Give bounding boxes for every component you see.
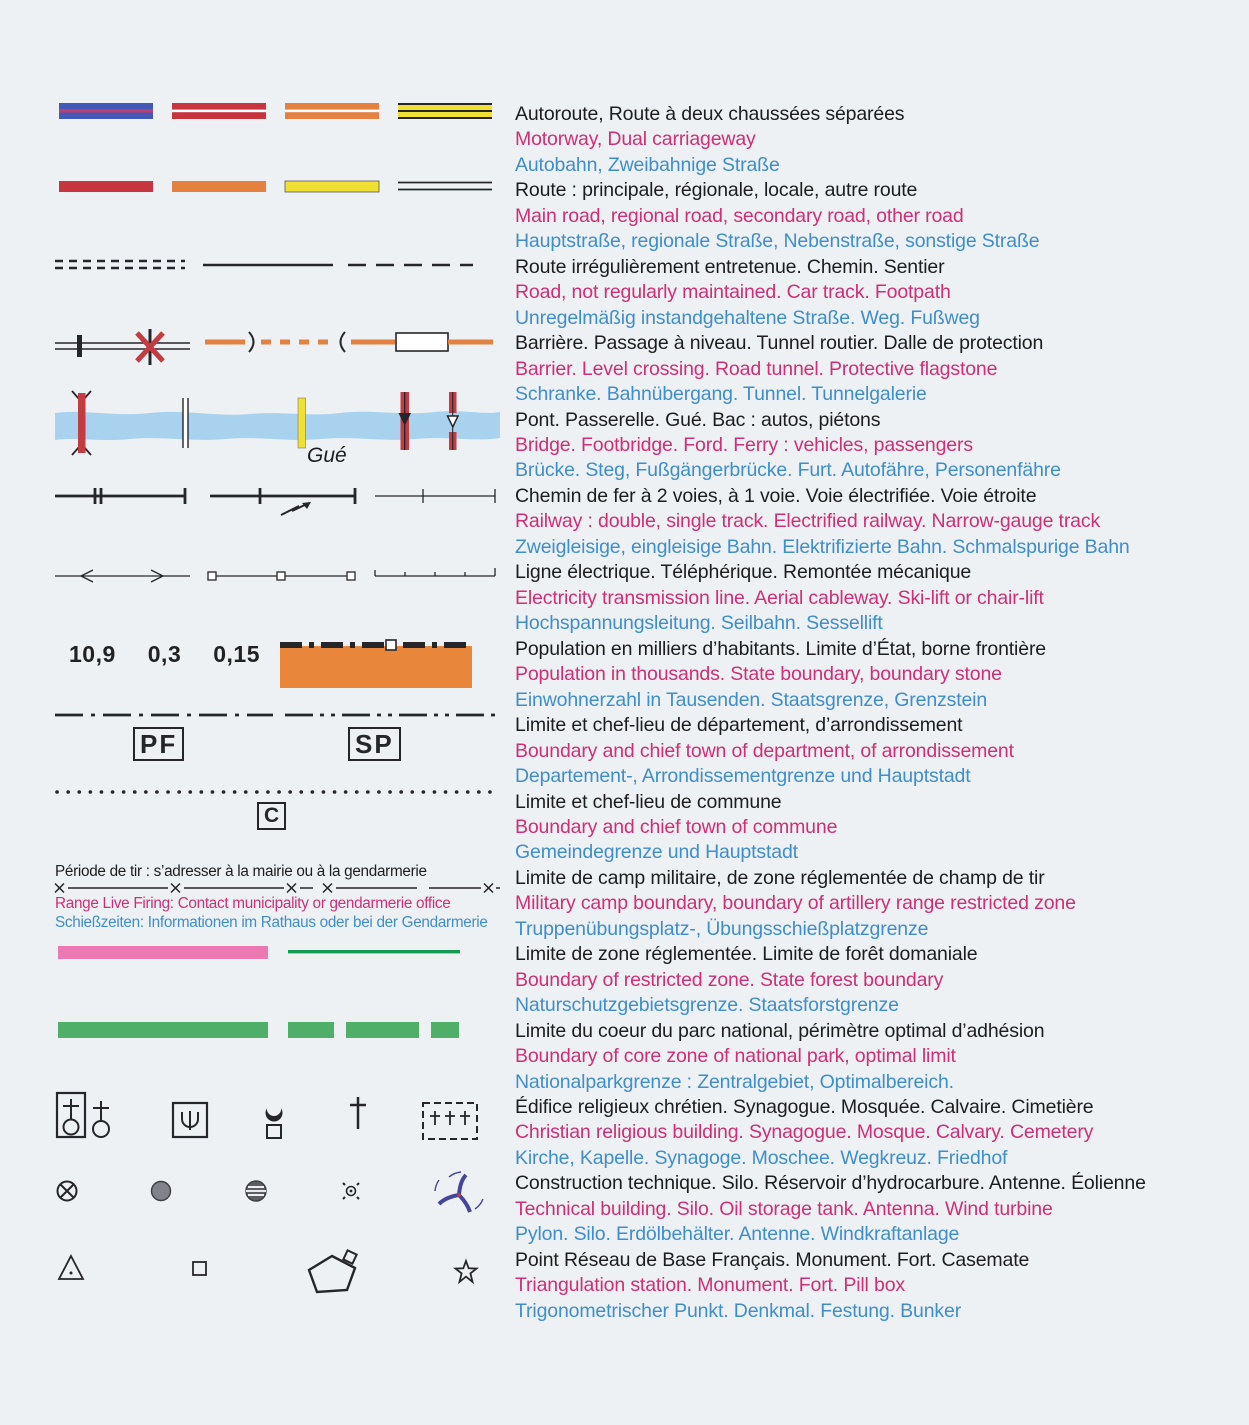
cemetery-icon xyxy=(423,1103,477,1139)
legend-fr: Population en milliers d’habitants. Limite d’État, borne frontière xyxy=(515,637,1046,660)
commune-boundary-icon xyxy=(55,788,500,796)
mosque-icon xyxy=(267,1125,281,1138)
legend-fr: Autoroute, Route à deux chaussées séparées xyxy=(515,103,905,125)
legend-fr: Limite de zone réglementée. Limite de forêt domaniale xyxy=(515,943,978,966)
legend-de: Unregelmäßig instandgehaltene Straße. Weg. Fußweg xyxy=(515,306,980,329)
antenna-icon xyxy=(343,1183,359,1199)
legend-en: Motorway, Dual carriageway xyxy=(515,128,756,151)
chapel-icon xyxy=(93,1101,109,1137)
legend-en: Bridge. Footbridge. Ford. Ferry : vehicles, passengers xyxy=(515,433,973,456)
legend-en: Main road, regional road, secondary road, other road xyxy=(515,204,964,227)
church-icon xyxy=(57,1093,85,1137)
road-classes-icon xyxy=(55,180,500,194)
technical-buildings-icon xyxy=(55,1169,500,1221)
legend-de: Departement-, Arrondissementgrenze und Hauptstadt xyxy=(515,764,971,787)
legend-row-roads xyxy=(0,178,1249,254)
legend-text-motorway xyxy=(515,102,1249,178)
legend-fr: Barrière. Passage à niveau. Tunnel routier. Dalle de protection xyxy=(515,332,1044,355)
restricted-zone-icon xyxy=(55,944,500,964)
national-park-icon xyxy=(55,1019,500,1041)
legend-en: Technical building. Silo. Oil storage tank. Antenna. Wind turbine xyxy=(515,1197,1053,1220)
commune-symbols xyxy=(55,790,515,827)
legend-de: Hochspannungsleitung. Seilbahn. Sessellift xyxy=(515,612,883,635)
legend-de: Zweigleisige, eingleisige Bahn. Elektrifizierte Bahn. Schmalspurige Bahn xyxy=(515,535,1130,558)
technical-building-icon xyxy=(58,1182,77,1201)
population-value: 0,15 xyxy=(213,640,261,667)
legend-de: Truppenübungsplatz-, Übungsschießplatzgrenze xyxy=(515,917,929,940)
legend-de: Hauptstraße, regionale Straße, Nebenstraße, sonstige Straße xyxy=(515,230,1040,253)
legend-de: Pylon. Silo. Erdölbehälter. Antenne. Windkraftanlage xyxy=(515,1223,960,1246)
military-boundary-icon xyxy=(55,881,500,894)
state-boundary-band xyxy=(280,637,480,691)
commune-box: C xyxy=(257,802,286,830)
legend-en: Road, not regularly maintained. Car track. Footpath xyxy=(515,281,951,304)
population-symbols xyxy=(55,637,515,668)
legend-text-religious xyxy=(515,1095,1249,1171)
subprefecture-box: SP xyxy=(348,727,401,761)
national-park-symbols xyxy=(55,1019,515,1041)
legend-en: Electricity transmission line. Aerial cableway. Ski-lift or chair-lift xyxy=(515,586,1044,609)
legend-fr: Point Réseau de Base Français. Monument. Fort. Casemate xyxy=(515,1248,1030,1271)
legend-row-railway xyxy=(0,484,1249,560)
level-crossing-icon xyxy=(137,329,163,365)
technical-symbols xyxy=(55,1171,515,1221)
legend-text-roads xyxy=(515,178,1249,254)
legend-row-points xyxy=(0,1248,1249,1324)
legend-de: Einwohnerzahl in Tausenden. Staatsgrenze, Grenzstein xyxy=(515,688,988,711)
legend-fr: Ligne électrique. Téléphérique. Remontée mécanique xyxy=(515,561,972,584)
legend-en: Military camp boundary, boundary of artillery range restricted zone xyxy=(515,892,1076,915)
legend-text-points xyxy=(515,1248,1249,1324)
department-boundary-icon xyxy=(55,711,500,721)
legend-en: Barrier. Level crossing. Road tunnel. Protective flagstone xyxy=(515,357,998,380)
legend-en: Triangulation station. Monument. Fort. Pill box xyxy=(515,1274,905,1297)
legend-de: Autobahn, Zweibahnige Straße xyxy=(515,153,780,176)
legend-row-motorway xyxy=(0,102,1249,178)
monument-icon xyxy=(193,1262,206,1275)
legend-row-military xyxy=(0,862,1249,942)
transmission-lines-icon xyxy=(55,566,500,586)
pillbox-icon xyxy=(456,1261,477,1282)
legend-en: Christian religious building. Synagogue. Mosque. Calvary. Cemetery xyxy=(515,1121,1094,1144)
railway-lines-icon xyxy=(55,488,500,520)
legend-row-religious xyxy=(0,1095,1249,1171)
legend-text-population xyxy=(515,637,1249,713)
railway-symbols xyxy=(55,484,515,520)
legend-fr: Limite du coeur du parc national, périmètre optimal d’adhésion xyxy=(515,1019,1045,1042)
fort-icon xyxy=(309,1250,357,1292)
footbridge-icon xyxy=(183,398,188,448)
military-note-de: Schießzeiten: Informationen im Rathaus oder bei der Gendarmerie xyxy=(55,913,488,931)
electrified-arrow-icon xyxy=(281,502,311,515)
legend-row-national-park xyxy=(0,1019,1249,1095)
river-icon xyxy=(55,411,500,440)
legend-en: Railway : double, single track. Electrified railway. Narrow-gauge track xyxy=(515,510,1101,533)
track-symbols xyxy=(55,255,515,273)
legend-de: Naturschutzgebietsgrenze. Staatsforstgrenze xyxy=(515,994,899,1017)
legend-en: Boundary and chief town of commune xyxy=(515,815,838,838)
legend-text-bridges xyxy=(515,408,1249,484)
military-note-en: Range Live Firing: Contact municipality or gendarmerie office xyxy=(55,894,451,912)
legend-text-department xyxy=(515,713,1249,789)
department-symbols xyxy=(55,713,515,760)
legend-fr: Route irrégulièrement entretenue. Chemin. Sentier xyxy=(515,255,945,278)
ford-icon xyxy=(298,398,306,448)
legend-fr: Pont. Passerelle. Gué. Bac : autos, piétons xyxy=(515,408,881,431)
legend-text-technical xyxy=(515,1171,1249,1247)
legend-fr: Limite et chef-lieu de département, d’arrondissement xyxy=(515,714,963,737)
legend-text-national-park xyxy=(515,1019,1249,1095)
motorway-line-icon xyxy=(55,102,500,122)
legend-text-tracks xyxy=(515,255,1249,331)
population-value: 10,9 xyxy=(69,640,116,667)
ford-label: Gué xyxy=(307,443,347,467)
barrier-symbols xyxy=(55,331,515,369)
legend-row-population xyxy=(0,637,1249,713)
legend-text-lines xyxy=(515,560,1249,636)
road-tunnel-icon xyxy=(205,332,395,352)
line-symbols xyxy=(55,560,515,586)
state-boundary-icon xyxy=(280,637,480,691)
legend-en: Boundary of core zone of national park, optimal limit xyxy=(515,1045,956,1068)
prefecture-box: PF xyxy=(133,727,184,761)
religious-symbols xyxy=(55,1095,515,1153)
legend-row-bridges xyxy=(0,408,1249,484)
legend-text-restricted-zone xyxy=(515,942,1249,1018)
river-crossings-icon xyxy=(55,386,500,460)
religious-buildings-icon xyxy=(55,1091,500,1153)
legend-text-military xyxy=(515,866,1249,942)
legend-fr: Route : principale, régionale, locale, autre route xyxy=(515,179,918,202)
military-note-fr: Période de tir : s’adresser à la mairie ou à la gendarmerie xyxy=(55,862,427,880)
legend-fr: Chemin de fer à 2 voies, à 1 voie. Voie électrifiée. Voie étroite xyxy=(515,484,1037,507)
protective-flagstone-icon xyxy=(396,333,493,351)
synagogue-icon xyxy=(173,1103,207,1137)
legend-text-barrier xyxy=(515,331,1249,407)
legend-de: Brücke. Steg, Fußgängerbrücke. Furt. Autofähre, Personenfähre xyxy=(515,459,1061,482)
legend-de: Schranke. Bahnübergang. Tunnel. Tunnelgalerie xyxy=(515,382,927,405)
legend-en: Boundary of restricted zone. State forest boundary xyxy=(515,968,944,991)
track-lines-icon xyxy=(55,257,500,273)
legend-de: Gemeindegrenze und Hauptstadt xyxy=(515,841,798,864)
legend-de: Trigonometrischer Punkt. Denkmal. Festung. Bunker xyxy=(515,1299,962,1322)
legend-fr: Limite de camp militaire, de zone réglementée de champ de tir xyxy=(515,866,1045,889)
military-note xyxy=(55,862,515,932)
legend-text-railway xyxy=(515,484,1249,560)
legend-row-commune xyxy=(0,790,1249,866)
legend-row-department xyxy=(0,713,1249,789)
legend-en: Population in thousands. State boundary, boundary stone xyxy=(515,663,1002,686)
population-value: 0,3 xyxy=(147,640,182,667)
legend-fr: Limite et chef-lieu de commune xyxy=(515,790,782,813)
legend-row-tracks xyxy=(0,255,1249,331)
boundary-stone-icon xyxy=(386,640,396,650)
legend-row-lines xyxy=(0,560,1249,636)
point-features-icon xyxy=(55,1248,500,1300)
legend-fr: Construction technique. Silo. Réservoir d’hydrocarbure. Antenne. Éolienne xyxy=(515,1172,1146,1195)
legend-row-technical xyxy=(0,1171,1249,1247)
triangulation-icon xyxy=(59,1256,83,1279)
legend-de: Nationalparkgrenze : Zentralgebiet, Optimalbereich. xyxy=(515,1070,954,1093)
bridge-symbols xyxy=(55,408,515,467)
legend-text-commune xyxy=(515,790,1249,866)
point-symbols xyxy=(55,1248,515,1300)
restricted-zone-symbols xyxy=(55,942,515,964)
legend-row-restricted-zone xyxy=(0,942,1249,1018)
oil-tank-icon xyxy=(246,1181,266,1201)
barrier-crossing-tunnel-icon xyxy=(55,329,500,369)
legend-en: Boundary and chief town of department, of arrondissement xyxy=(515,739,1014,762)
silo-icon xyxy=(152,1182,171,1201)
legend-de: Kirche, Kapelle. Synagoge. Moschee. Wegkreuz. Friedhof xyxy=(515,1146,1008,1169)
legend-fr: Édifice religieux chrétien. Synagogue. Mosquée. Calvaire. Cimetière xyxy=(515,1096,1094,1119)
calvary-icon xyxy=(350,1097,366,1129)
road-symbols xyxy=(55,178,515,194)
motorway-symbols xyxy=(55,102,515,122)
wind-turbine-icon xyxy=(435,1172,483,1212)
